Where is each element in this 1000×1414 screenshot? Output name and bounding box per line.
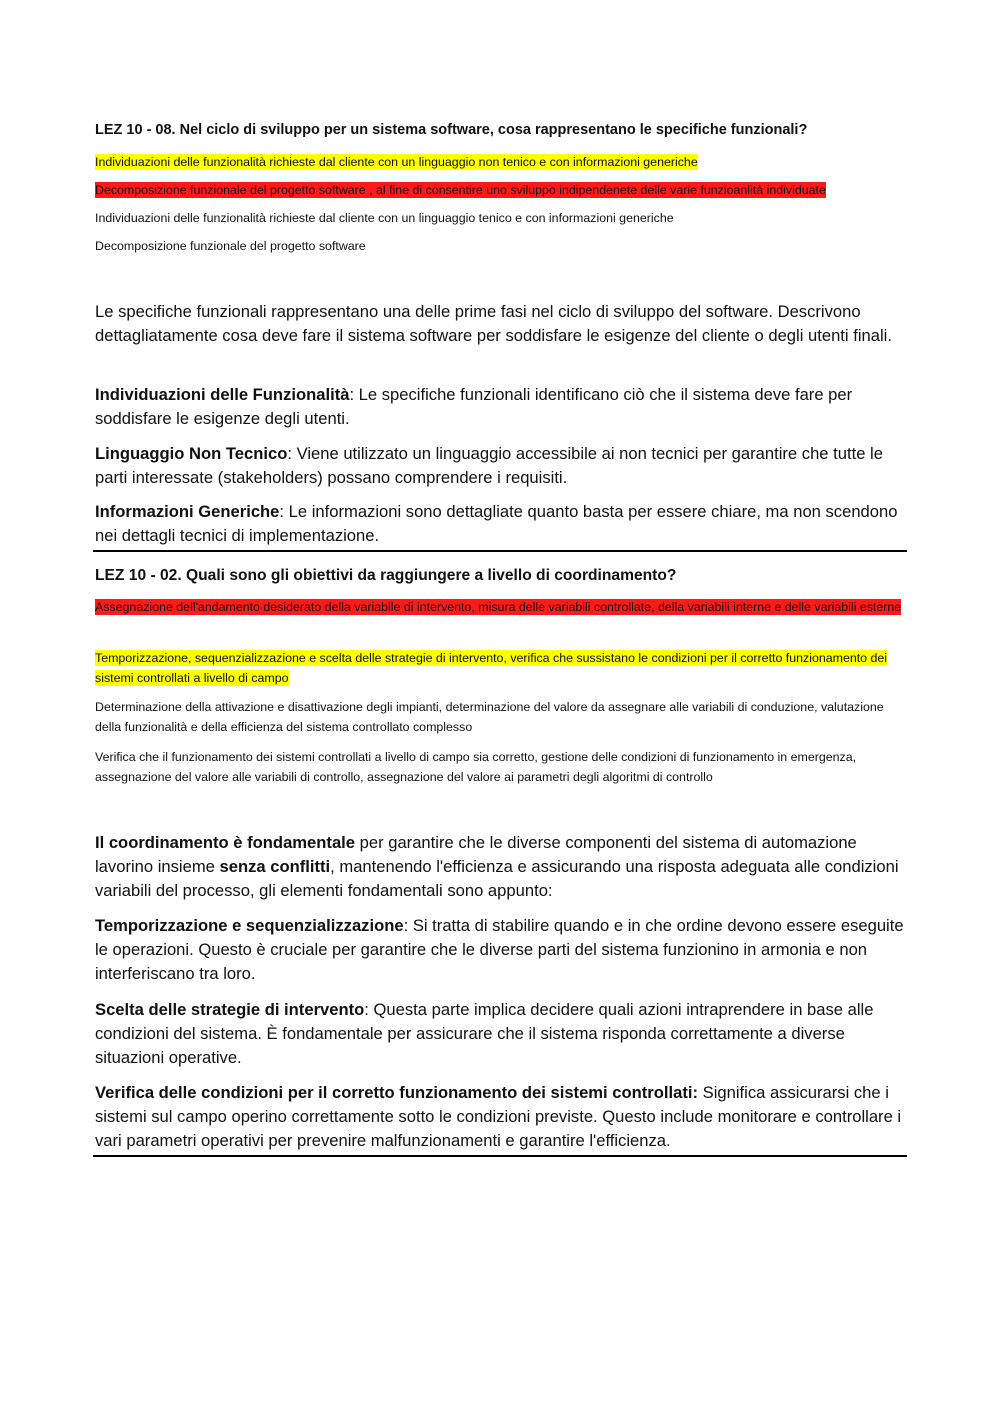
q1-option-4-text: Decomposizione funzionale del progetto software (95, 239, 366, 253)
q2-option-4 (95, 747, 907, 787)
q2-option-1-text: Assegnazione dell'andamento desiderato della variabile di intervento, misura delle variabili controllate, della variabili interne e delle variabili esterne (95, 600, 902, 614)
q1-point-1-text: : Le specifiche funzionali identificano ciò che il sistema deve fare per soddisfare le esigenze degli utenti. (95, 385, 853, 428)
q2-option-2-text: Temporizzazione, sequenzializzazione e scelta delle strategie di intervento, verifica che sussistano le condizioni per il corretto funzionamento dei sistemi controllati a livello di campo (95, 651, 888, 685)
q2-option-3 (95, 697, 907, 737)
q2-point-2-text: : Questa parte implica decidere quali azioni intraprendere in base alle condizioni del sistema. È fondamentale per assicurare che il sistema risponda correttamente a diverse situazioni operative. (95, 1000, 874, 1067)
q1-point-1 (95, 383, 907, 431)
q1-point-2-text: : Viene utilizzato un linguaggio accessibile ai non tecnici per garantire che tutte le parti interessate (stakeholders) possano comprendere i requisiti. (95, 444, 883, 487)
q1-option-4 (95, 236, 907, 256)
question-1-title: LEZ 10 - 08. Nel ciclo di sviluppo per un sistema software, cosa rappresentano le specifiche funzionali? (95, 122, 808, 138)
q2-explanation-intro (95, 831, 907, 903)
q1-option-1 (95, 152, 907, 172)
q2-intro-bold-1: Il coordinamento è fondamentale (95, 833, 356, 852)
q1-point-2 (95, 442, 907, 490)
section-divider-2 (93, 1155, 907, 1157)
q2-point-1 (95, 914, 907, 986)
question-2-title: LEZ 10 - 02. Quali sono gli obiettivi da raggiungere a livello di coordinamento? (95, 567, 677, 584)
q1-point-3 (95, 500, 907, 548)
q2-point-1-term: Temporizzazione e sequenzializzazione (95, 916, 404, 935)
q2-point-3-term: Verifica delle condizioni per il corretto funzionamento dei sistemi controllati: (95, 1083, 699, 1102)
q2-intro-text-1: per garantire che le diverse componenti del sistema di automazione lavorino insieme (95, 833, 857, 876)
q1-option-2 (95, 180, 907, 200)
q1-explanation-intro: Le specifiche funzionali rappresentano una delle prime fasi nel ciclo di sviluppo del software. Descrivono dettagliatamente cosa deve fare il sistema software per soddisfare le esigenze del cliente o degli utenti finali. (95, 302, 892, 345)
q1-option-1-text: Individuazioni delle funzionalità richieste dal cliente con un linguaggio non tenico e con informazioni generiche (95, 155, 698, 169)
q1-point-2-term: Linguaggio Non Tecnico (95, 444, 288, 463)
section-divider-1 (93, 550, 907, 552)
q2-option-2 (95, 648, 907, 688)
q1-option-3-text: Individuazioni delle funzionalità richieste dal cliente con un linguaggio tenico e con informazioni generiche (95, 211, 674, 225)
q2-point-2-term: Scelta delle strategie di intervento (95, 1000, 365, 1019)
q2-point-2 (95, 998, 907, 1070)
q1-point-3-term: Informazioni Generiche (95, 502, 280, 521)
q2-intro-bold-2: senza conflitti (219, 857, 331, 876)
q2-option-4-text: Verifica che il funzionamento dei sistemi controllati a livello di campo sia corretto, gestione delle condizioni di funzionamento in emergenza, assegnazione del valore alle variabili di controllo, assegnazione del valore ai parametri degli algoritmi di controllo (95, 750, 857, 784)
q2-option-1 (95, 597, 907, 617)
q2-intro-text-2: , mantenendo l'efficienza e assicurando una risposta adeguata alle condizioni variabili del processo, gli elementi fondamentali sono appunto: (95, 857, 899, 900)
q2-point-3 (95, 1081, 907, 1153)
q2-option-3-text: Determinazione della attivazione e disattivazione degli impianti, determinazione del valore da assegnare alle variabili di conduzione, valutazione della funzionalità e della efficienza del sistema controllato complesso (95, 700, 884, 734)
q1-option-2-text: Decomposizione funzionale del progetto software , al fine di consentire uno sviluppo indipendenete delle varie funzioanlità individuate (95, 183, 826, 197)
q1-option-3 (95, 208, 907, 228)
q2-point-3-text: Significa assicurarsi che i sistemi sul campo operino correttamente sotto le condizioni previste. Questo include monitorare e controllare i vari parametri operativi per prevenire malfunzionamenti e garantire l'efficienza. (95, 1083, 902, 1150)
q2-point-1-text: : Si tratta di stabilire quando e in che ordine devono essere eseguite le operazioni. Questo è cruciale per garantire che le diverse parti del sistema funzionino in armonia e non interferiscano tra loro. (95, 916, 904, 983)
q1-point-1-term: Individuazioni delle Funzionalità (95, 385, 350, 404)
q1-point-3-text: : Le informazioni sono dettagliate quanto basta per essere chiare, ma non scendono nei dettagli tecnici di implementazione. (95, 502, 898, 545)
